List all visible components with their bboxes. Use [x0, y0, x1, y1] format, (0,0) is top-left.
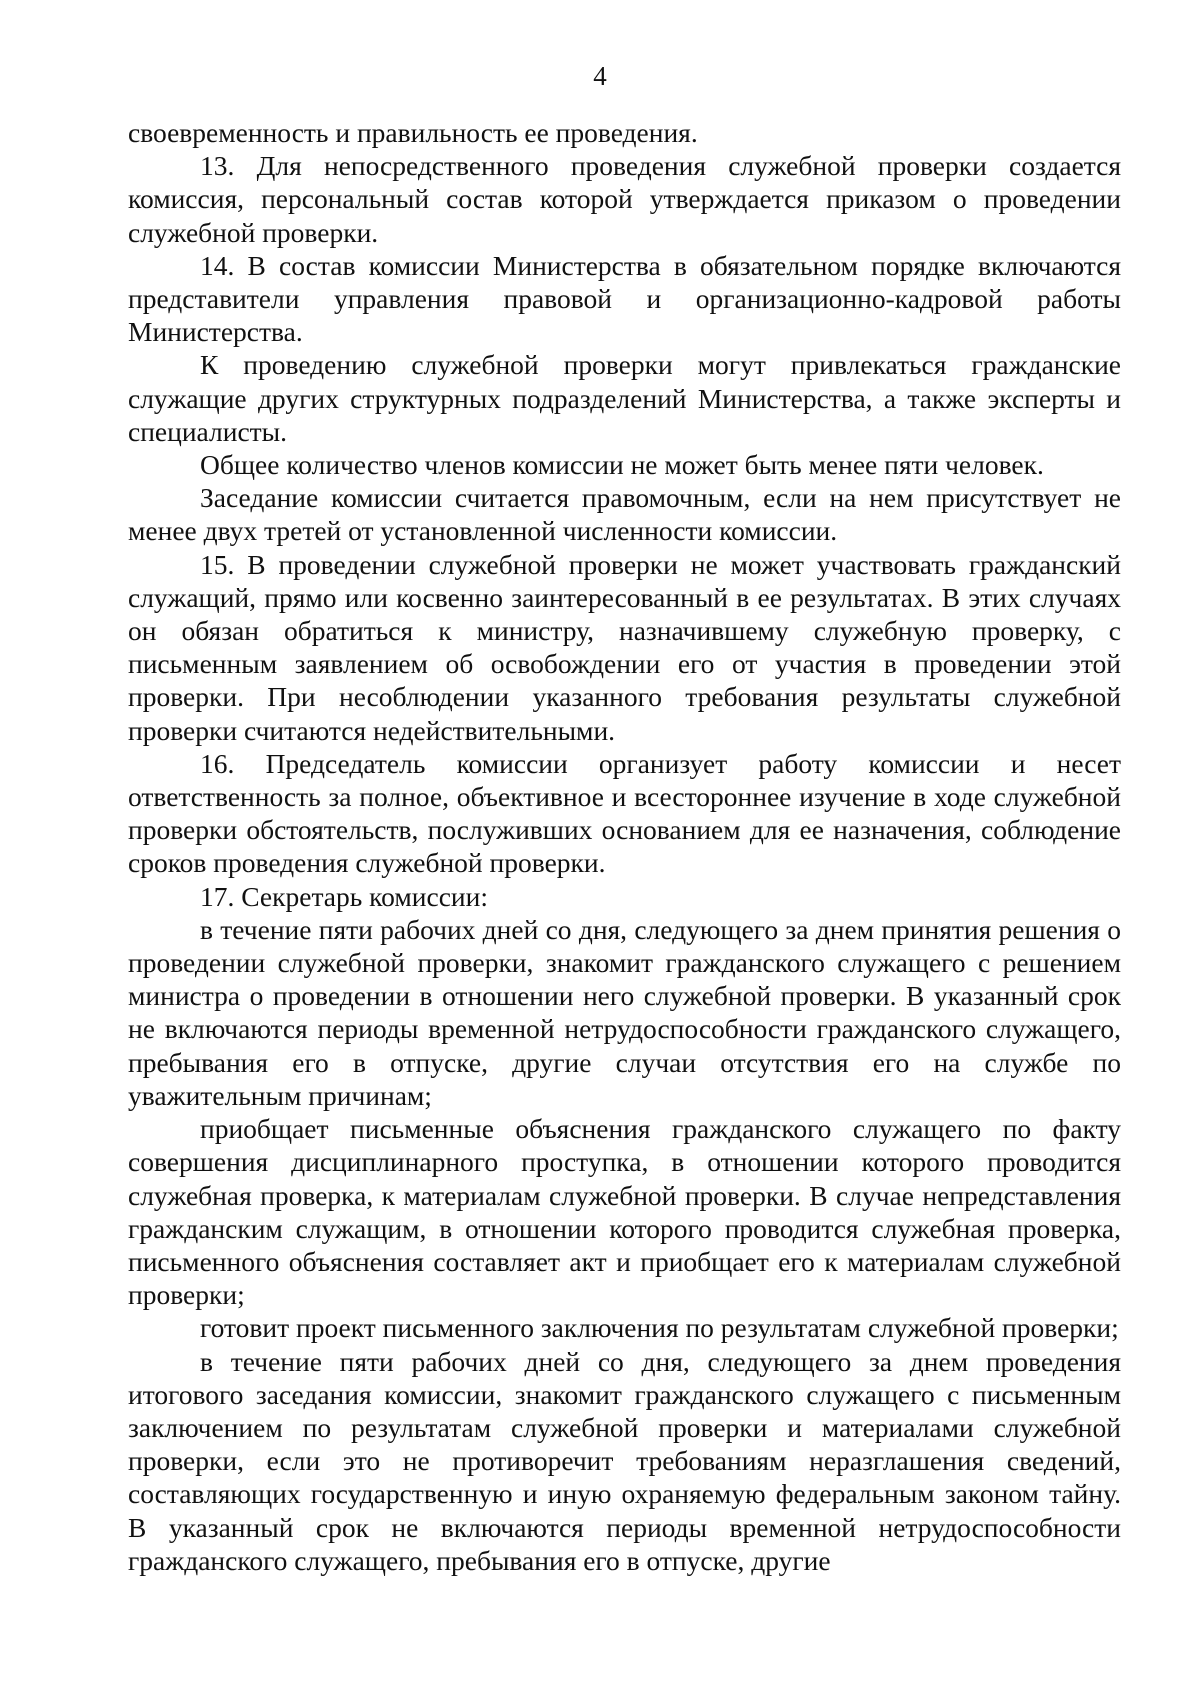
paragraph: 16. Председатель комиссии организует работу комиссии и несет ответственность за полное, объективное и всестороннее изучение в ходе служебной проверки обстоятельств, послуживших основанием для ее назначения, соблюдение сроков проведения служебной проверки.	[128, 747, 1121, 879]
paragraph: Заседание комиссии считается правомочным, если на нем присутствует не менее двух третей от установленной численности комиссии.	[128, 482, 1121, 547]
paragraph: приобщает письменные объяснения гражданского служащего по факту совершения дисциплинарного проступка, в отношении которого проводится служебная проверка, к материалам служебной проверки. В случае непредставления гражданским служащим, в отношении которого проводится служебная проверка, письменного объяснения составляет акт и приобщает его к материалам служебной проверки;	[128, 1113, 1121, 1311]
document-body	[128, 116, 1121, 1577]
page-number: 4	[593, 61, 607, 91]
paragraph: Общее количество членов комиссии не может быть менее пяти человек.	[200, 449, 1044, 481]
paragraph: готовит проект письменного заключения по результатам служебной проверки;	[200, 1312, 1119, 1344]
paragraph: своевременность и правильность ее проведения.	[128, 117, 698, 148]
paragraph: 13. Для непосредственного проведения служебной проверки создается комиссия, персональный состав которой утверждается приказом о проведении служебной проверки.	[128, 150, 1121, 248]
paragraph: 17. Секретарь комиссии:	[200, 880, 488, 912]
paragraph: К проведению служебной проверки могут привлекаться гражданские служащие других структурных подразделений Министерства, а также эксперты и специалисты.	[128, 349, 1121, 447]
paragraph: 14. В состав комиссии Министерства в обязательном порядке включаются представители управления правовой и организационно-кадровой работы Министерства.	[128, 249, 1121, 348]
paragraph: 15. В проведении служебной проверки не может участвовать гражданский служащий, прямо или косвенно заинтересованный в ее результатах. В этих случаях он обязан обратиться к министру, назначившему служебную проверку, с письменным заявлением об освобождении его от участия в проведении этой проверки. При несоблюдении указанного требования результаты служебной проверки считаются недействительными.	[128, 548, 1121, 746]
paragraph: в течение пяти рабочих дней со дня, следующего за днем проведения итогового заседания комиссии, знакомит гражданского служащего с письменным заключением по результатам служебной проверки и материалами служебной проверки, если это не противоречит требованиям неразглашения сведений, составляющих государственную и иную охраняемую федеральным законом тайну. В указанный срок не включаются периоды временной нетрудоспособности гражданского служащего, пребывания его в отпуске, другие	[128, 1345, 1121, 1576]
paragraph: в течение пяти рабочих дней со дня, следующего за днем принятия решения о проведении служебной проверки, знакомит гражданского служащего с решением министра о проведении в отношении него служебной проверки. В указанный срок не включаются периоды временной нетрудоспособности гражданского служащего, пребывания его в отпуске, другие случаи отсутствия его на службе по уважительным причинам;	[128, 913, 1121, 1111]
